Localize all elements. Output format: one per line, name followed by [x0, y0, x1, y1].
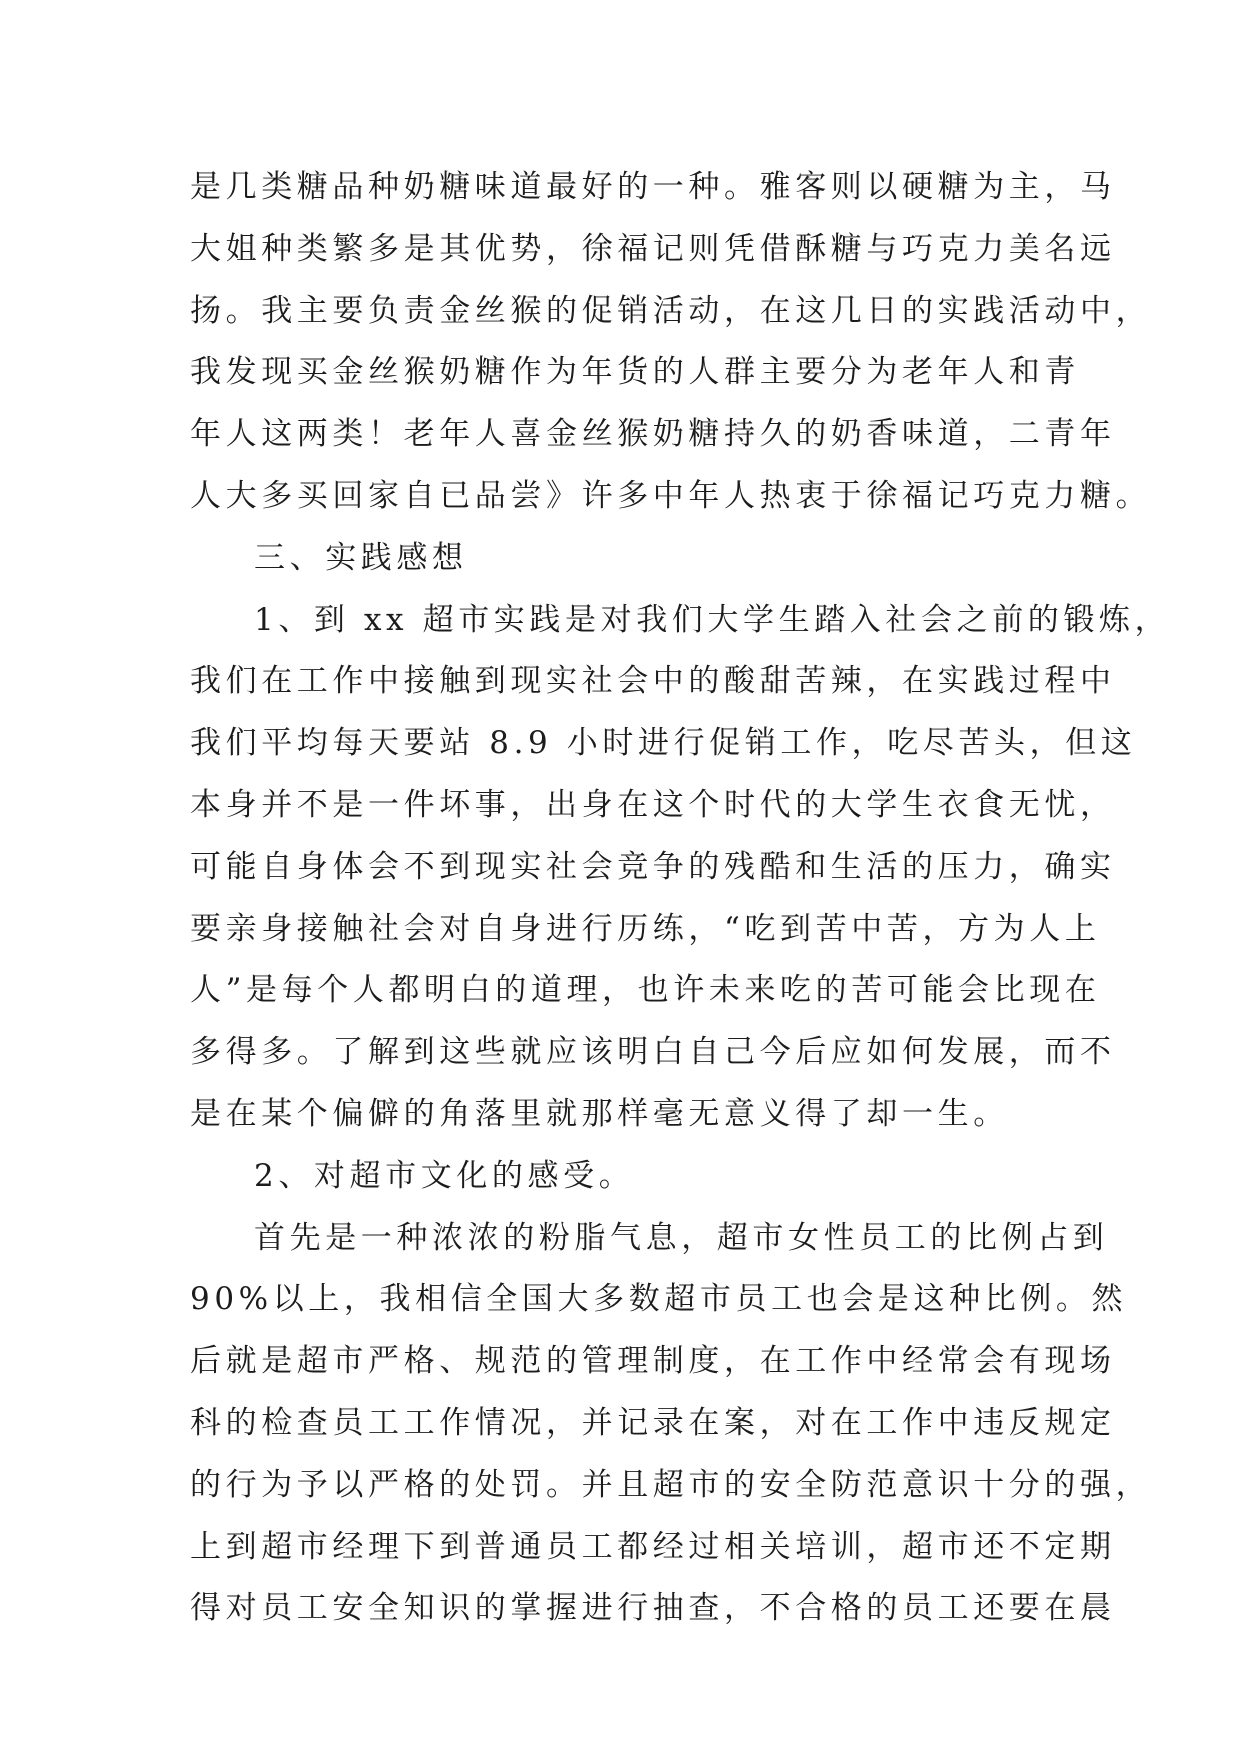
subheading-line: 2、对超市文化的感受。: [254, 1157, 635, 1194]
text-line: 上到超市经理下到普通员工都经过相关培训，超市还不定期: [190, 1528, 1116, 1565]
text-line: 大姐种类繁多是其优势，徐福记则凭借酥糖与巧克力美名远: [190, 230, 1116, 267]
text-line: 得对员工安全知识的掌握进行抽查，不合格的员工还要在晨: [190, 1590, 1116, 1627]
text-line: 是几类糖品种奶糖味道最好的一种。雅客则以硬糖为主，马: [190, 169, 1116, 205]
text-line: 可能自身体会不到现实社会竞争的残酷和生活的压力，确实: [190, 848, 1116, 885]
text-line: 1、到 xx 超市实践是对我们大学生踏入社会之前的锻炼，: [254, 601, 1171, 638]
text-line: 后就是超市严格、规范的管理制度，在工作中经常会有现场: [190, 1343, 1116, 1380]
text-line: 我们平均每天要站 8.9 小时进行促销工作，吃尽苦头，但这: [190, 725, 1137, 762]
document-body: [190, 157, 1171, 1640]
text-line: 90%以上，我相信全国大多数超市员工也会是这种比例。然: [190, 1281, 1128, 1318]
text-line: 我发现买金丝猴奶糖作为年货的人群主要分为老年人和青: [190, 354, 1080, 391]
text-line: 扬。我主要负责金丝猴的促销活动，在这几日的实践活动中，: [190, 292, 1152, 329]
section-heading: 三、实践感想: [254, 539, 468, 576]
section-heading-practice-thoughts: [190, 528, 1060, 590]
text-line: 本身并不是一件坏事，出身在这个时代的大学生衣食无忧，: [190, 786, 1116, 823]
text-line: 年人这两类！老年人喜金丝猴奶糖持久的奶香味道，二青年: [190, 416, 1116, 453]
text-line: 多得多。了解到这些就应该明白自己今后应如何发展，而不: [190, 1034, 1116, 1071]
text-line: 是在某个偏僻的角落里就那样毫无意义得了却一生。: [190, 1095, 1009, 1132]
text-line: 要亲身接触社会对自身进行历练，“吃到苦中苦，方为人上: [190, 910, 1101, 947]
paragraph-point-2-heading: [190, 1146, 1060, 1208]
text-line: 科的检查员工工作情况，并记录在案，对在工作中违反规定: [190, 1404, 1116, 1441]
text-line: 的行为予以严格的处罚。并且超市的安全防范意识十分的强，: [190, 1466, 1152, 1503]
text-line: 人”是每个人都明白的道理，也许未来吃的苦可能会比现在: [190, 972, 1101, 1009]
text-line: 我们在工作中接触到现实社会中的酸甜苦辣，在实践过程中: [190, 663, 1116, 700]
paragraph-supermarket-culture: [190, 1208, 1152, 1641]
paragraph-point-1: [190, 590, 1171, 1146]
text-line: 首先是一种浓浓的粉脂气息，超市女性员工的比例占到: [254, 1219, 1109, 1256]
paragraph-candy-promotion: [190, 157, 1152, 528]
text-line: 人大多买回家自已品尝》许多中年人热衷于徐福记巧克力糖。: [190, 477, 1152, 514]
